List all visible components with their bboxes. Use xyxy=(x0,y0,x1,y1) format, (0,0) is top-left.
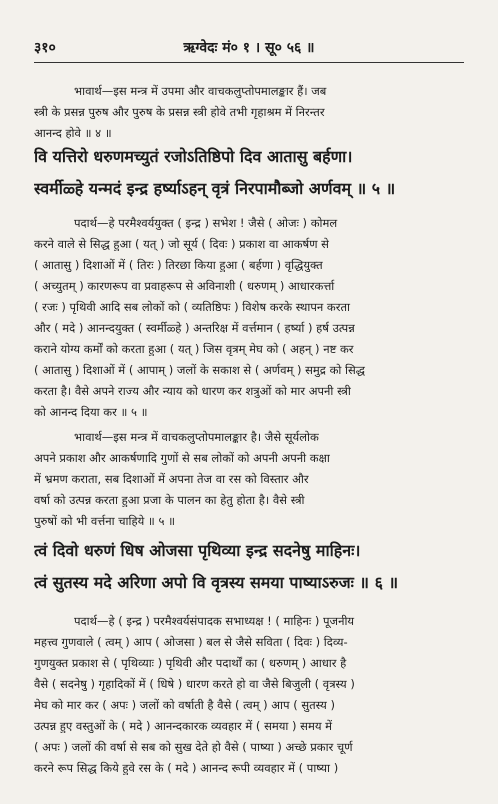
verse-line: वि यत्तिरो धरुणमच्युतं रजोऽतिष्ठिपो दिव आतासु बर्हणा। xyxy=(34,147,353,166)
text-line: ( आतासु ) दिशाओं में ( तिरः ) तिरछा किया हुआ ( बर्हणा ) वृद्धियुक्त xyxy=(34,258,323,272)
text-line: ( अच्युतम् ) कारणरूप वा प्रवाहरूप से अविनाशी ( धरुणम् ) आधारकर्त्ता xyxy=(34,279,335,293)
header-rule xyxy=(34,62,464,63)
text-line: पदार्थ—हे परमैश्वर्ययुक्त ( इन्द्र ) सभेश ! जैसे ( ओजः ) कोमल xyxy=(74,216,338,230)
text-line: ( रजः ) पृथिवी आदि सब लोकों को ( व्यतिष्ठिपः ) विशेष करके स्थापन करता xyxy=(34,300,350,314)
text-line: और ( मदे ) आनन्दयुक्त ( स्वर्मीळ्हे ) अन्तरिक्ष में वर्त्तमान ( हर्ष्या ) हर्ष उत्पन्न xyxy=(34,321,355,335)
text-line: गुणयुक्त प्रकाश से ( पृथिव्याः ) पृथिवी और पदार्थों का ( धरुणम् ) आधार है xyxy=(34,656,347,670)
text-line: करने वाले से सिद्ध हुआ ( यत् ) जो सूर्य ( दिवः ) प्रकाश वा आकर्षण से xyxy=(34,237,329,251)
text-line: स्त्री के प्रसन्न पुरुष और पुरुष के प्रसन्न स्त्री होवे तभी गृहाश्रम में निरन्तर xyxy=(34,105,325,119)
verse-line: स्वर्मीळ्हे यन्मदं इन्द्र हर्ष्याऽहन् वृत्रं निरपामौब्जो अर्णवम् ॥ ५ ॥ xyxy=(34,179,396,198)
page-header xyxy=(34,38,464,60)
text-line: मेघ को मार कर ( अपः ) जलों को वर्षाती है वैसे ( त्वम् ) आप ( सुतस्य ) xyxy=(34,698,335,712)
text-line: कराने योग्य कर्मों को करता हुआ ( यत् ) जिस वृत्रम् मेघ को ( अहन् ) नष्ट कर xyxy=(34,342,354,356)
text-line: ( आतासु ) दिशाओं में ( आपाम् ) जलों के सकाश से ( अर्णवम् ) समुद्र को सिद्ध xyxy=(34,363,365,377)
text-line: वर्षा को उत्पन्न करता हुआ प्रजा के पालन का हेतु होता है। वैसे स्त्री xyxy=(34,493,305,507)
text-line: अपने प्रकाश और आकर्षणादि गुणों से सब लोकों को अपनी अपनी कक्षा xyxy=(34,451,330,465)
verse-line: त्वं सुतस्य मदे अरिणा अपो वि वृत्रस्य समया पाष्याऽरुजः ॥ ६ ॥ xyxy=(34,573,399,592)
text-line: आनन्द होवे ॥ ४ ॥ xyxy=(34,126,112,140)
text-line: वैसे ( सदनेषु ) गृहादिकों में ( धिषे ) धारण करते हो वा जैसे बिजुली ( वृत्रस्य ) xyxy=(34,677,355,691)
verse-line: त्वं दिवो धरुणं धिष ओजसा पृथिव्या इन्द्र सदनेषु माहिनः। xyxy=(34,541,361,560)
text-line: महत्त्व गुणवाले ( त्वम् ) आप ( ओजसा ) बल से जैसे सविता ( दिवः ) दिव्य- xyxy=(34,635,348,649)
text-line: करने रूप सिद्ध किये हुवे रस के ( मदे ) आनन्द रूपी व्यवहार में ( पाष्या ) xyxy=(34,761,339,775)
text-line: ( अपः ) जलों की वर्षा से सब को सुख देते हो वैसे ( पाष्या ) अच्छे प्रकार चूर्ण xyxy=(34,740,353,754)
text-line: भावार्थ—इस मन्त्र में वाचकलुप्तोपमालङ्कार है। जैसे सूर्यलोक xyxy=(74,430,319,444)
running-head: ऋग्वेदः मं० १ । सू० ५६ ॥ xyxy=(183,40,315,56)
text-line: उत्पन्न हुए वस्तुओं के ( मदे ) आनन्दकारक व्यवहार में ( समया ) समय में xyxy=(34,719,333,733)
text-line: भावार्थ—इस मन्त्र में उपमा और वाचकलुप्तोपमालङ्कार हैं। जब xyxy=(74,84,327,98)
text-line: पदार्थ—हे ( इन्द्र ) परमैश्वर्यसंपादक सभाध्यक्ष ! ( माहिनः ) पूजनीय xyxy=(74,614,355,628)
text-line: करता है। वैसे अपने राज्य और न्याय को धारण कर शत्रुओं को मार अपनी स्त्री xyxy=(34,384,351,398)
text-line: में भ्रमण कराता, सब दिशाओं में अपना तेज वा रस को विस्तार और xyxy=(34,472,309,486)
text-line: पुरुषों को भी वर्त्तना चाहिये ॥ ५ ॥ xyxy=(34,514,175,528)
text-line: को आनन्द दिया कर ॥ ५ ॥ xyxy=(34,405,148,419)
page-number: ३१० xyxy=(34,40,56,56)
